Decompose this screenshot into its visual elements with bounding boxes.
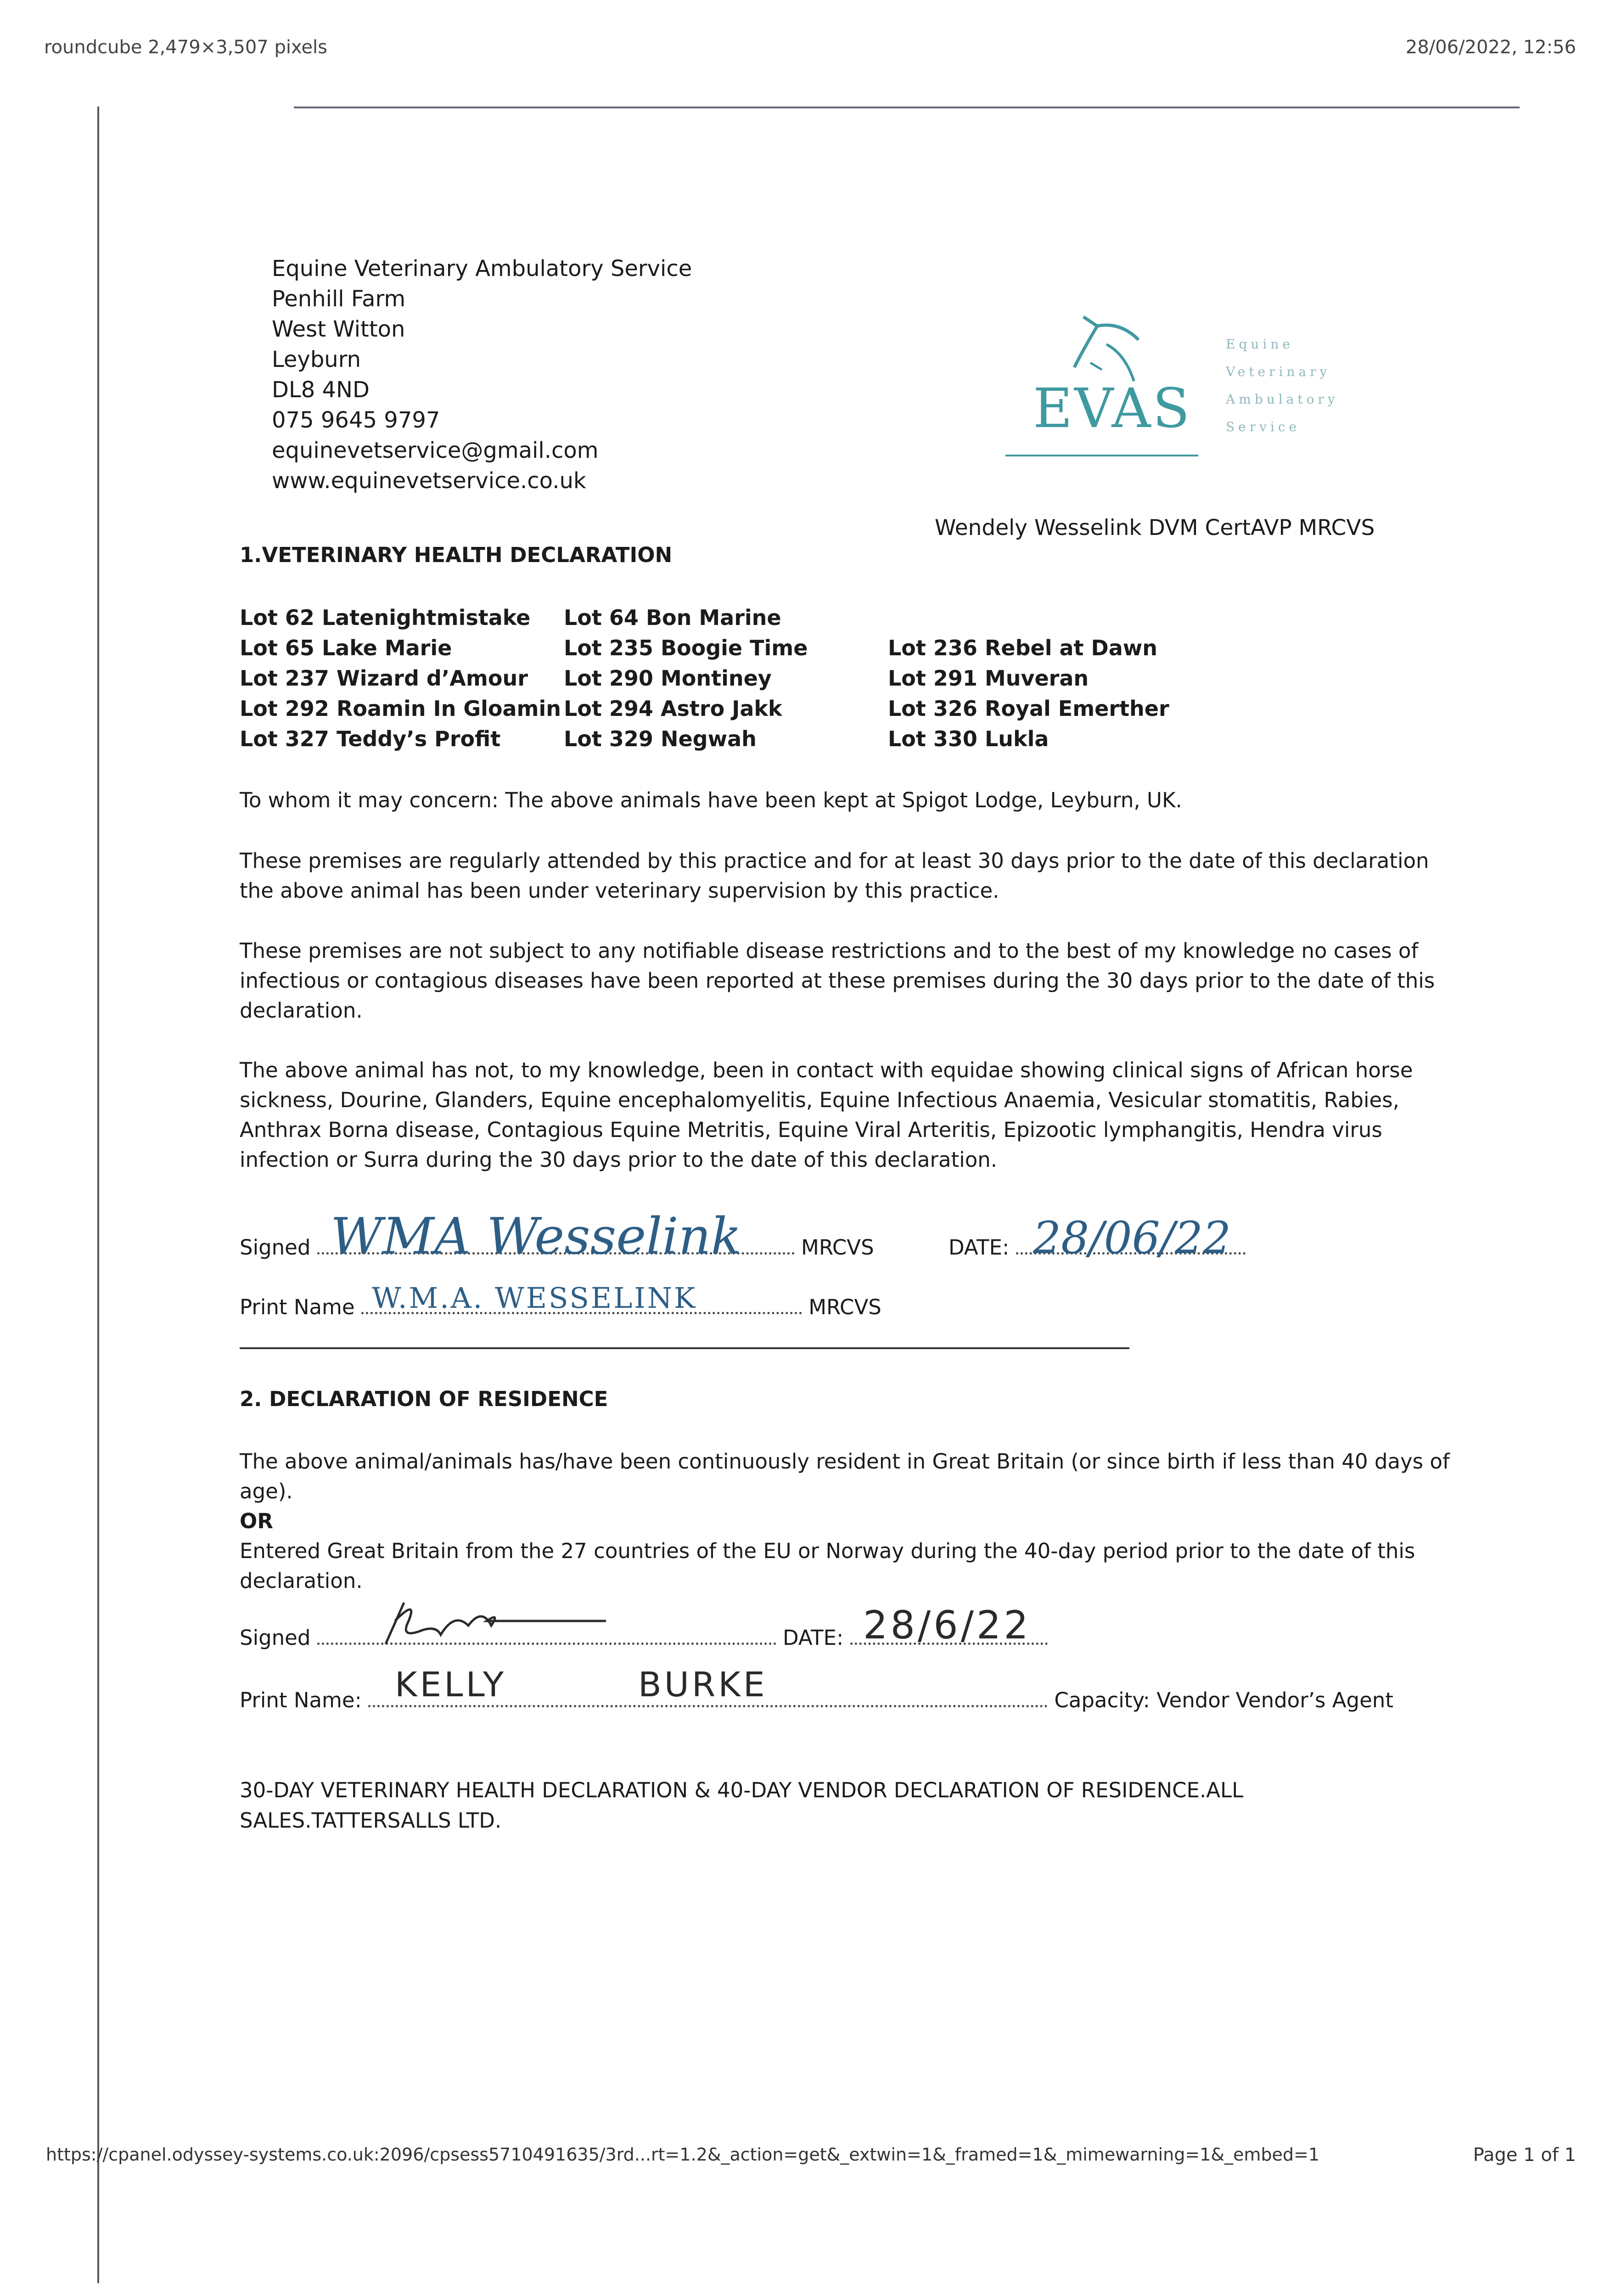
or-label: OR [240, 1509, 273, 1533]
date-label: DATE: [949, 1235, 1010, 1260]
logo-sub-line: Ambulatory [1226, 392, 1339, 407]
logo-rule [1005, 455, 1198, 456]
logo-sub-line: Equine [1226, 337, 1294, 352]
address-phone: 075 9645 9797 [272, 407, 440, 433]
logo-wordmark: EVAS [1033, 377, 1192, 440]
scan-left-edge [97, 107, 99, 2283]
vendor-print-last-name: BURKE [638, 1665, 768, 1705]
address-line: West Witton [272, 316, 405, 342]
lot-item: Lot 291 Muveran [888, 666, 1089, 691]
text-line: infection or Surra during the 30 days prior to the date of this declaration. [240, 1148, 998, 1172]
text-line: declaration. [240, 1569, 363, 1593]
lot-item: Lot 65 Lake Marie [240, 636, 452, 660]
print-header-left: roundcube 2,479×3,507 pixels [44, 37, 327, 58]
lots-column-2 [564, 602, 808, 754]
text-line: infectious or contagious diseases have been reported at these premises during the 30 days prior to the date of this [240, 968, 1435, 993]
print-footer-url: https://cpanel.odyssey-systems.co.uk:2096/cpsess5710491635/3rd...rt=1.2&_action=get&_extwin=1&_framed=1&_mimewarning=1&_embed=1 [46, 2144, 1320, 2165]
text-line: 30-DAY VETERINARY HEALTH DECLARATION & 40-DAY VENDOR DECLARATION OF RESIDENCE.ALL [240, 1778, 1244, 1802]
lot-item: Lot 235 Boogie Time [564, 636, 808, 660]
logo-subtitle [1226, 331, 1339, 441]
evas-logo [1005, 303, 1339, 468]
text-line: Entered Great Britain from the 27 countries of the EU or Norway during the 40-day period prior to the date of this [240, 1539, 1415, 1563]
text-line: Anthrax Borna disease, Contagious Equine Metritis, Equine Viral Arteritis, Epizootic lymphangitis, Hendra virus [240, 1118, 1382, 1142]
mrcvs-label: MRCVS [801, 1235, 874, 1260]
capacity-label: Capacity: Vendor Vendor’s Agent [1054, 1688, 1393, 1712]
mrcvs-label: MRCVS [808, 1295, 881, 1319]
logo-sub-line: Veterinary [1226, 364, 1331, 379]
lots-column-3 [888, 633, 1169, 754]
paragraph-diseases [240, 1055, 1415, 1175]
lot-item: Lot 292 Roamin In Gloamin [240, 696, 561, 721]
address-postcode: DL8 4ND [272, 377, 370, 403]
paragraph-supervision [240, 846, 1429, 906]
print-header-right: 28/06/2022, 12:56 [1405, 37, 1576, 58]
lot-item: Lot 329 Negwah [564, 726, 757, 751]
vet-signature: WMA Wesselink [331, 1207, 742, 1266]
vendor-print-first-name: KELLY [395, 1665, 507, 1705]
text-line: SALES.TATTERSALLS LTD. [240, 1808, 502, 1833]
vendor-signature [367, 1593, 624, 1653]
address-line: Penhill Farm [272, 286, 406, 312]
lot-item: Lot 62 Latenightmistake [240, 605, 531, 630]
lot-item: Lot 330 Lukla [888, 726, 1049, 751]
lot-item: Lot 237 Wizard d’Amour [240, 666, 528, 691]
text-line: the above animal has been under veterinary supervision by this practice. [240, 878, 999, 903]
signed-label: Signed [240, 1626, 311, 1650]
vet-print-name-handwritten: W.M.A. WESSELINK [372, 1281, 697, 1315]
lots-column-1 [240, 602, 561, 754]
lot-item: Lot 64 Bon Marine [564, 605, 781, 630]
text-line: To whom it may concern: The above animals have been kept at Spigot Lodge, Leyburn, UK. [240, 788, 1182, 812]
address-web: www.equinevetservice.co.uk [272, 468, 586, 494]
lot-item: Lot 294 Astro Jakk [564, 696, 782, 721]
lot-item: Lot 326 Royal Emerther [888, 696, 1169, 721]
practice-address [272, 253, 692, 496]
address-email: equinevetservice@gmail.com [272, 438, 599, 463]
text-line: The above animal/animals has/have been continuously resident in Great Britain (or since birth if less than 40 days of [240, 1449, 1450, 1474]
vendor-date-handwritten: 28/6/22 [863, 1603, 1031, 1648]
text-line: age). [240, 1479, 293, 1503]
logo-sub-line: Service [1226, 419, 1301, 434]
lot-item: Lot 236 Rebel at Dawn [888, 636, 1157, 660]
signed-label: Signed [240, 1235, 311, 1260]
section1-heading: 1.VETERINARY HEALTH DECLARATION [240, 543, 673, 567]
date-label: DATE: [783, 1626, 844, 1650]
lot-item: Lot 327 Teddy’s Profit [240, 726, 501, 751]
print-footer-page: Page 1 of 1 [1473, 2144, 1576, 2166]
address-line: Leyburn [272, 347, 361, 372]
lot-item: Lot 290 Montiney [564, 666, 772, 691]
text-line: These premises are not subject to any notifiable disease restrictions and to the best of my knowledge no cases of [240, 939, 1419, 963]
paragraph-residence [240, 1446, 1450, 1596]
paragraph-concern [240, 785, 1415, 815]
print-name-label: Print Name [240, 1295, 355, 1319]
practice-name: Equine Veterinary Ambulatory Service [272, 256, 692, 281]
text-line: declaration. [240, 998, 363, 1023]
paragraph-restrictions [240, 936, 1435, 1025]
section-divider [240, 1347, 1129, 1349]
form-footer-note [240, 1775, 1243, 1836]
vet-name: Wendely Wesselink DVM CertAVP MRCVS [935, 515, 1375, 540]
text-line: The above animal has not, to my knowledge, been in contact with equidae showing clinical signs of African horse [240, 1058, 1413, 1082]
scan-top-rule [294, 107, 1520, 108]
print-name-label: Print Name: [240, 1688, 362, 1712]
text-line: sickness, Dourine, Glanders, Equine encephalomyelitis, Equine Infectious Anaemia, Vesicular stomatitis, Rabies, [240, 1088, 1399, 1112]
vet-date-handwritten: 28/06/22 [1033, 1212, 1231, 1264]
text-line: These premises are regularly attended by this practice and for at least 30 days prior to the date of this declaration [240, 849, 1429, 873]
section2-heading: 2. DECLARATION OF RESIDENCE [240, 1387, 608, 1411]
